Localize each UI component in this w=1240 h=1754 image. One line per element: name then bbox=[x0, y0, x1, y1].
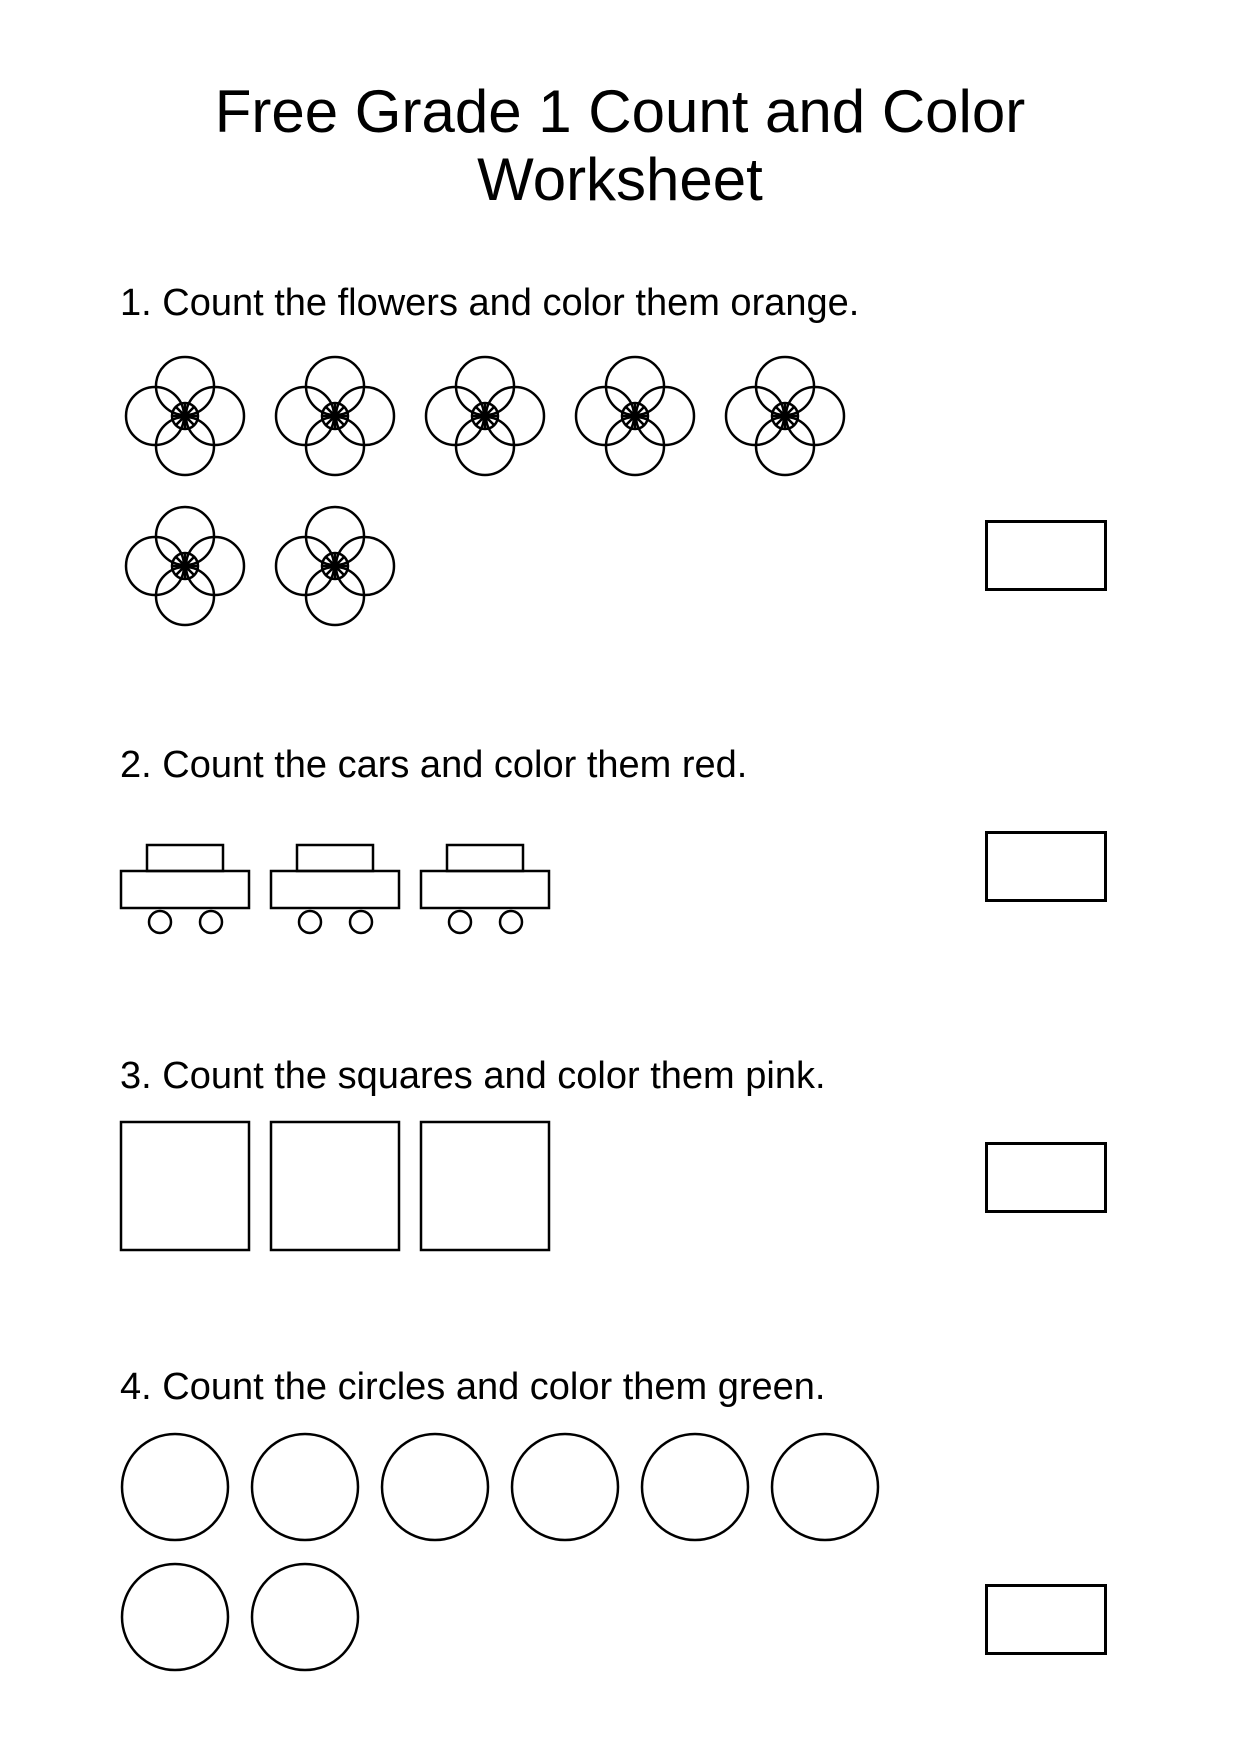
question-1-label: 1. Count the flowers and color them orange. bbox=[120, 282, 860, 324]
circle-icon bbox=[382, 1434, 488, 1540]
square-icon bbox=[121, 1122, 249, 1250]
flower-icon bbox=[426, 357, 544, 475]
circle-icon bbox=[252, 1434, 358, 1540]
question-3-label: 3. Count the squares and color them pink. bbox=[120, 1055, 826, 1097]
car-icon bbox=[271, 845, 399, 933]
flower-icon bbox=[126, 357, 244, 475]
question-4-label: 4. Count the circles and color them green. bbox=[120, 1366, 826, 1408]
flower-icon bbox=[576, 357, 694, 475]
flower-icon bbox=[126, 507, 244, 625]
page-title-line-2: Worksheet bbox=[477, 146, 763, 213]
flower-icon bbox=[276, 507, 394, 625]
circle-icon bbox=[512, 1434, 618, 1540]
square-icon bbox=[421, 1122, 549, 1250]
circle-icon bbox=[252, 1564, 358, 1670]
circle-icon bbox=[122, 1564, 228, 1670]
car-icon bbox=[121, 845, 249, 933]
question-2-label: 2. Count the cars and color them red. bbox=[120, 744, 748, 786]
circle-icon bbox=[772, 1434, 878, 1540]
flower-icon bbox=[276, 357, 394, 475]
flower-icon bbox=[726, 357, 844, 475]
circle-icon bbox=[122, 1434, 228, 1540]
circle-icon bbox=[642, 1434, 748, 1540]
page-title-line-1: Free Grade 1 Count and Color bbox=[214, 78, 1026, 145]
car-icon bbox=[421, 845, 549, 933]
square-icon bbox=[271, 1122, 399, 1250]
